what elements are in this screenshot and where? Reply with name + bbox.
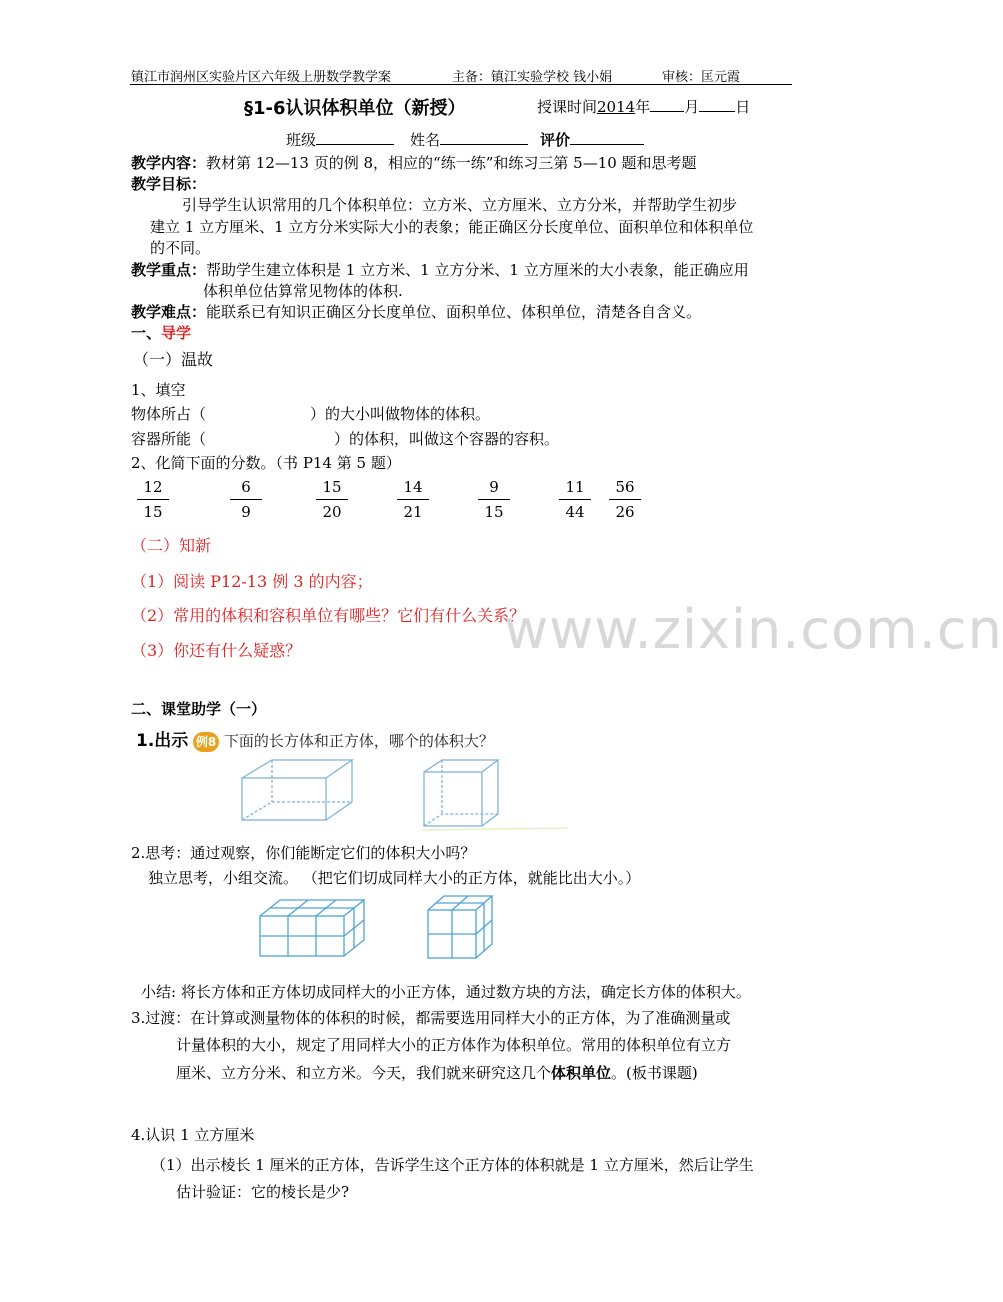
- key-label: 教学重点：: [131, 261, 207, 279]
- fraction: [226, 478, 266, 521]
- item4-1-line2: 估计验证：它的棱长是少?: [176, 1183, 350, 1201]
- q1a-pre: 物体所占（: [131, 405, 207, 423]
- transition-line3-post: 。(板书课题): [611, 1064, 698, 1082]
- day-blank: [699, 97, 735, 112]
- new-item-1: （1）阅读 P12-13 例 3 的内容；: [131, 572, 373, 591]
- section1-num: 一、: [131, 324, 162, 342]
- goals-line1: 引导学生认识常用的几个体积单位：立方米、立方厘米、立方分米，并帮助学生初步: [182, 196, 738, 214]
- fraction-denominator: 15: [484, 503, 504, 521]
- time-label: 授课时间: [537, 98, 598, 116]
- page-title: §1-6认识体积单位（新授）: [244, 98, 466, 119]
- watermark: www.zixin.com.cn: [504, 598, 1003, 661]
- fraction-denominator: 20: [322, 503, 342, 521]
- fraction-denominator: 21: [403, 503, 423, 521]
- time-day-suffix: 日: [735, 98, 751, 116]
- q1-heading: 1、填空: [131, 381, 186, 399]
- content-label: 教学内容：: [131, 154, 207, 172]
- think-instruction: 独立思考，小组交流。 （把它们切成同样大小的正方体，就能比出大小。）: [148, 869, 641, 887]
- example-badge: 例8: [193, 732, 219, 752]
- example-prompt: [136, 726, 494, 752]
- fraction-numerator: 6: [241, 478, 251, 496]
- goals-line3: 的不同。: [150, 239, 211, 257]
- lesson-time: [537, 96, 750, 117]
- fraction: [605, 478, 645, 521]
- solids-figure: [236, 756, 576, 832]
- key-line1: 帮助学生建立体积是 1 立方米、1 立方分米、1 立方厘米的大小表象，能正确应用: [206, 261, 749, 279]
- section2-heading: 二、课堂助学（一）: [131, 700, 267, 718]
- transition-line1: 3.过渡：在计算或测量物体的体积的时候，都需要选用同样大小的正方体，为了准确测量或: [131, 1009, 731, 1027]
- fraction-denominator: 15: [143, 503, 163, 521]
- goals-line2: 建立 1 立方厘米、1 立方分米实际大小的表象；能正确区分长度单位、面积单位和体积单位: [150, 218, 754, 236]
- fraction-numerator: 15: [322, 478, 342, 496]
- difficulty-label: 教学难点：: [131, 303, 207, 321]
- transition-line3-bold: 体积单位: [551, 1064, 612, 1082]
- new-item-2: （2）常用的体积和容积单位有哪些？它们有什么关系？: [131, 606, 526, 625]
- fraction: [474, 478, 514, 521]
- cut-cuboid-icon: [260, 900, 364, 956]
- section1-heading: [131, 322, 191, 343]
- header-right: 审核：匡元霞: [662, 70, 741, 85]
- fraction-denominator: 9: [241, 503, 251, 521]
- example-question: 下面的长方体和正方体，哪个的体积大？: [223, 732, 494, 750]
- fraction: [312, 478, 352, 521]
- class-blank: [316, 130, 394, 145]
- fraction-numerator: 56: [615, 478, 635, 496]
- q1b: [131, 428, 559, 449]
- section1-new: （二）知新: [131, 536, 212, 555]
- think-question: 2.思考：通过观察，你们能断定它们的体积大小吗？: [131, 844, 476, 862]
- show-label: 1.出示: [136, 731, 189, 751]
- month-blank: [650, 97, 684, 112]
- section1-review: （一）温故: [133, 350, 214, 369]
- fraction-numerator: 9: [489, 478, 499, 496]
- fraction-denominator: 44: [565, 503, 585, 521]
- fraction-denominator: 26: [615, 503, 635, 521]
- key-line2: 体积单位估算常见物体的体积.: [203, 282, 403, 300]
- time-year-suffix: 年: [635, 98, 651, 116]
- key-points: [131, 259, 749, 280]
- eval-blank: [570, 130, 644, 145]
- time-month-suffix: 月: [684, 98, 700, 116]
- content-text: 教材第 12—13 页的例 8，相应的“练一练”和练习三第 5—10 题和思考题: [206, 154, 697, 172]
- header-divider: [130, 84, 792, 85]
- item4-1-line1: （1）出示棱长 1 厘米的正方体，告诉学生这个正方体的体积就是 1 立方厘米，然后让学生: [151, 1156, 754, 1174]
- cut-solids-figure: [256, 892, 506, 962]
- name-blank: [440, 130, 528, 145]
- time-year: 2014: [597, 98, 636, 116]
- teaching-content: [131, 152, 697, 173]
- transition-line2: 计量体积的大小，规定了用同样大小的正方体作为体积单位。常用的体积单位有立方: [176, 1036, 732, 1054]
- q1a: [131, 403, 490, 424]
- q1b-post: ）的体积，叫做这个容器的容积。: [334, 430, 560, 448]
- new-item-3: （3）你还有什么疑惑？: [131, 641, 302, 660]
- q1b-pre: 容器所能（: [131, 430, 207, 448]
- difficulty-text: 能联系已有知识正确区分长度单位、面积单位、体积单位，清楚各自含义。: [206, 303, 702, 321]
- transition-line3: [176, 1062, 698, 1083]
- fraction-numerator: 12: [143, 478, 163, 496]
- fraction-numerator: 14: [403, 478, 423, 496]
- fraction: [555, 478, 595, 521]
- summary: 小结: 将长方体和正方体切成同样大的小正方体，通过数方块的方法，确定长方体的体积大。: [141, 983, 751, 1001]
- q1a-post: ）的大小叫做物体的体积。: [310, 405, 491, 423]
- section1-title: 导学: [161, 324, 192, 342]
- fraction-numerator: 11: [565, 478, 585, 496]
- eval-label: 评价: [540, 131, 571, 149]
- cut-cube-icon: [428, 896, 492, 958]
- q2-heading: 2、化简下面的分数。（书 P14 第 5 题）: [131, 454, 401, 472]
- header-middle: 主备：镇江实验学校 钱小娟: [452, 70, 613, 85]
- item4-heading: 4.认识 1 立方厘米: [131, 1126, 255, 1144]
- goals-label: 教学目标：: [131, 175, 207, 193]
- name-label: 姓名: [410, 131, 441, 149]
- difficulty: [131, 301, 701, 322]
- fraction: [133, 478, 173, 521]
- header-left: 镇江市润州区实验片区六年级上册数学教学案: [131, 70, 392, 85]
- info-line: [286, 129, 644, 150]
- transition-line3-pre: 厘米、立方分米、和立方米。今天，我们就来研究这几个: [176, 1064, 552, 1082]
- class-label: 班级: [286, 131, 317, 149]
- fraction: [393, 478, 433, 521]
- cube-icon: [424, 760, 498, 826]
- cuboid-icon: [242, 760, 352, 820]
